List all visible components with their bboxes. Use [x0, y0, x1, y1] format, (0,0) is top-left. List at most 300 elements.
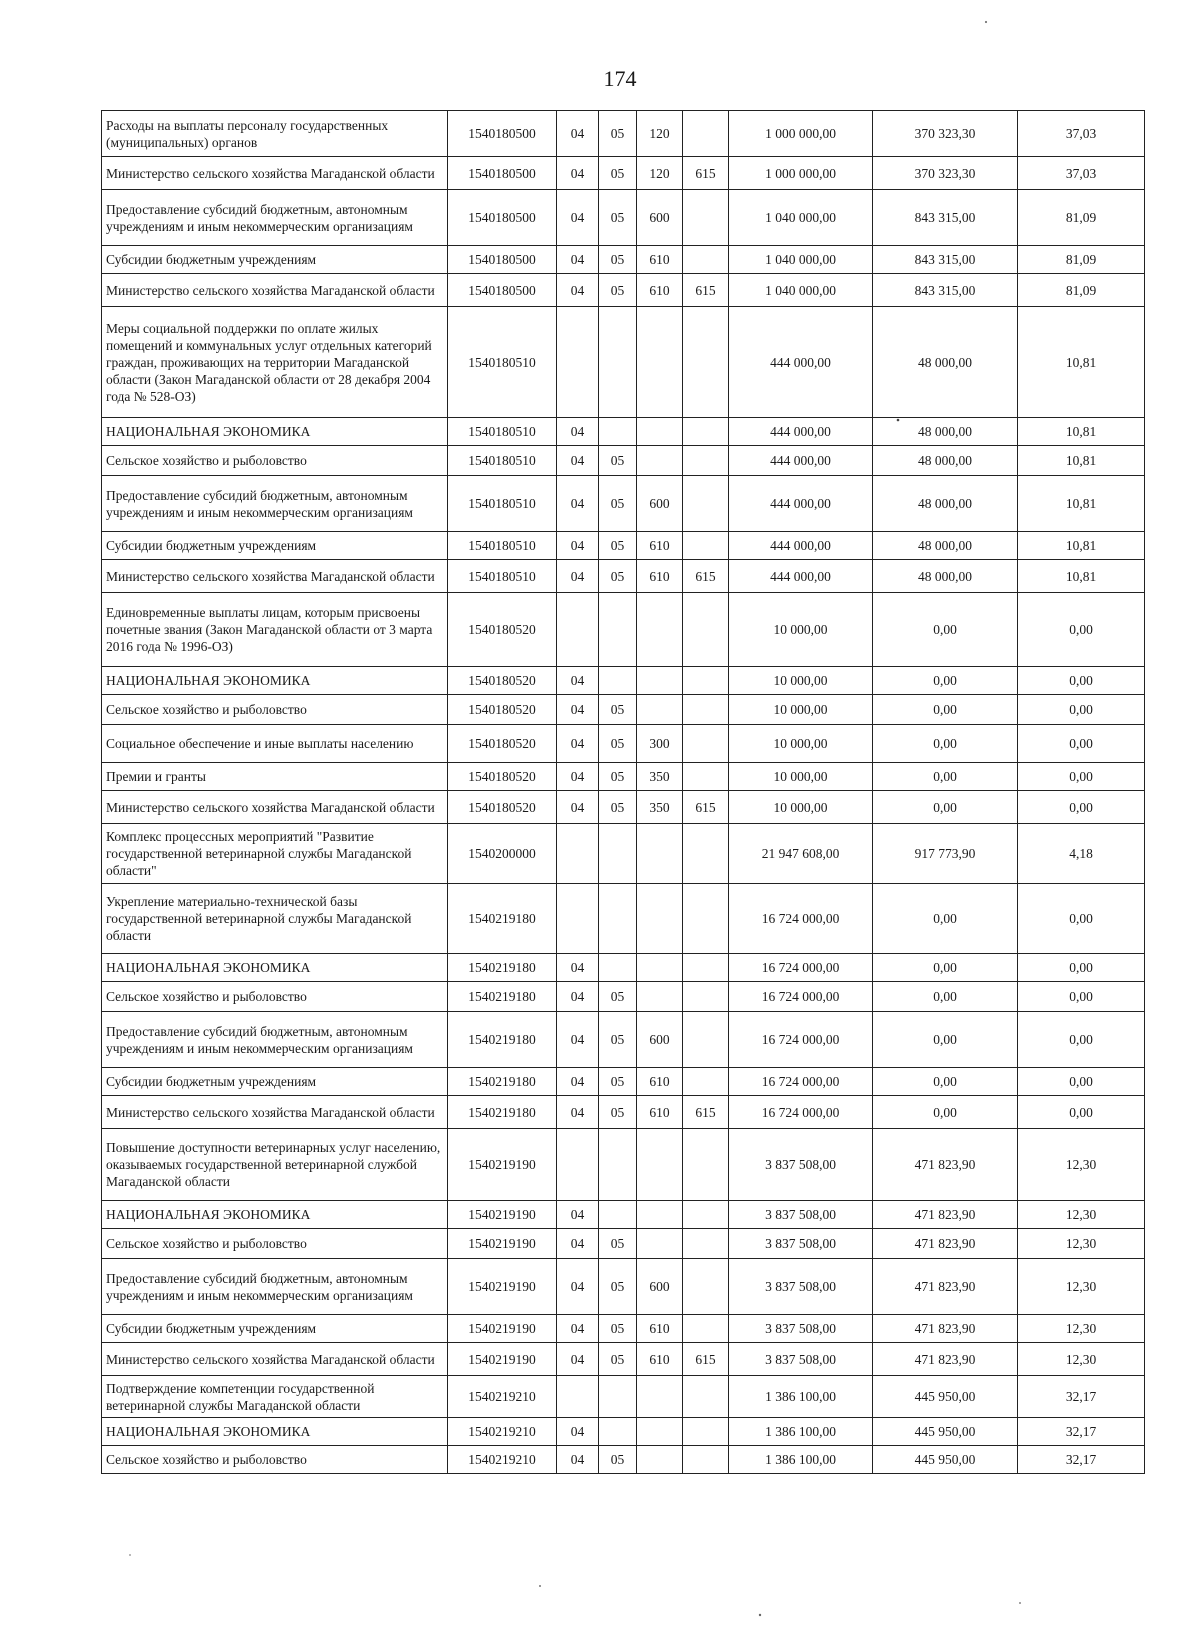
cell-admin-code [683, 307, 729, 418]
cell-section [557, 593, 599, 667]
cell-planned: 3 837 508,00 [729, 1315, 873, 1343]
cell-expense-type: 600 [637, 1012, 683, 1068]
table-row [102, 476, 1145, 532]
cell-name: НАЦИОНАЛЬНАЯ ЭКОНОМИКА [102, 954, 448, 982]
cell-section: 04 [557, 1068, 599, 1096]
cell-name: НАЦИОНАЛЬНАЯ ЭКОНОМИКА [102, 418, 448, 446]
cell-target-code: 1540180500 [448, 274, 557, 307]
cell-section [557, 884, 599, 954]
cell-subsection [599, 418, 637, 446]
cell-name: Расходы на выплаты персоналу государственных (муниципальных) органов [102, 111, 448, 157]
table-row [102, 1343, 1145, 1376]
cell-planned: 3 837 508,00 [729, 1201, 873, 1229]
cell-section: 04 [557, 982, 599, 1012]
cell-target-code: 1540180510 [448, 560, 557, 593]
cell-planned: 1 040 000,00 [729, 274, 873, 307]
cell-percent: 10,81 [1018, 418, 1145, 446]
cell-expense-type [637, 1229, 683, 1259]
cell-target-code: 1540219210 [448, 1418, 557, 1446]
table-row [102, 1068, 1145, 1096]
cell-subsection [599, 824, 637, 884]
cell-target-code: 1540180520 [448, 695, 557, 725]
cell-admin-code [683, 111, 729, 157]
cell-admin-code [683, 695, 729, 725]
cell-subsection: 05 [599, 274, 637, 307]
cell-subsection: 05 [599, 1315, 637, 1343]
table-row [102, 1376, 1145, 1418]
cell-executed: 445 950,00 [873, 1446, 1018, 1474]
cell-section: 04 [557, 274, 599, 307]
cell-target-code: 1540219180 [448, 982, 557, 1012]
cell-planned: 444 000,00 [729, 446, 873, 476]
cell-name: Меры социальной поддержки по оплате жилых помещений и коммунальных услуг отдельных категорий граждан, проживающих на территории Магаданской области (Закон Магаданской области от 28 декабря 2004 года № 528-ОЗ) [102, 307, 448, 418]
cell-name: Предоставление субсидий бюджетным, автономным учреждениям и иным некоммерческим организациям [102, 1012, 448, 1068]
cell-percent: 10,81 [1018, 476, 1145, 532]
table-row [102, 418, 1145, 446]
cell-name: Субсидии бюджетным учреждениям [102, 1315, 448, 1343]
cell-percent: 10,81 [1018, 532, 1145, 560]
cell-name: Министерство сельского хозяйства Магаданской области [102, 1343, 448, 1376]
cell-percent: 81,09 [1018, 246, 1145, 274]
cell-subsection: 05 [599, 1068, 637, 1096]
cell-target-code: 1540219190 [448, 1129, 557, 1201]
cell-name: Сельское хозяйство и рыболовство [102, 982, 448, 1012]
cell-admin-code [683, 1201, 729, 1229]
cell-planned: 21 947 608,00 [729, 824, 873, 884]
cell-subsection: 05 [599, 1012, 637, 1068]
cell-percent: 37,03 [1018, 157, 1145, 190]
cell-section: 04 [557, 1343, 599, 1376]
cell-planned: 1 386 100,00 [729, 1446, 873, 1474]
cell-section [557, 1376, 599, 1418]
cell-target-code: 1540180500 [448, 190, 557, 246]
cell-executed: 843 315,00 [873, 274, 1018, 307]
cell-target-code: 1540180500 [448, 246, 557, 274]
table-row [102, 763, 1145, 791]
cell-name: Министерство сельского хозяйства Магаданской области [102, 1096, 448, 1129]
cell-target-code: 1540180520 [448, 791, 557, 824]
cell-expense-type: 610 [637, 1343, 683, 1376]
cell-name: Субсидии бюджетным учреждениям [102, 532, 448, 560]
table-row [102, 884, 1145, 954]
cell-executed: 843 315,00 [873, 190, 1018, 246]
cell-section [557, 307, 599, 418]
cell-section: 04 [557, 954, 599, 982]
cell-planned: 1 000 000,00 [729, 157, 873, 190]
cell-percent: 12,30 [1018, 1259, 1145, 1315]
cell-percent: 0,00 [1018, 1096, 1145, 1129]
table-row [102, 791, 1145, 824]
cell-expense-type [637, 982, 683, 1012]
cell-planned: 444 000,00 [729, 532, 873, 560]
cell-subsection: 05 [599, 532, 637, 560]
cell-admin-code [683, 982, 729, 1012]
table-row [102, 307, 1145, 418]
cell-expense-type [637, 418, 683, 446]
cell-percent: 0,00 [1018, 695, 1145, 725]
cell-planned: 3 837 508,00 [729, 1129, 873, 1201]
cell-section: 04 [557, 190, 599, 246]
cell-expense-type [637, 1376, 683, 1418]
cell-section: 04 [557, 418, 599, 446]
cell-percent: 0,00 [1018, 1068, 1145, 1096]
cell-subsection [599, 884, 637, 954]
cell-percent: 81,09 [1018, 274, 1145, 307]
cell-target-code: 1540219190 [448, 1343, 557, 1376]
cell-percent: 0,00 [1018, 954, 1145, 982]
cell-planned: 10 000,00 [729, 725, 873, 763]
cell-planned: 1 000 000,00 [729, 111, 873, 157]
cell-expense-type: 350 [637, 791, 683, 824]
cell-section: 04 [557, 476, 599, 532]
cell-admin-code [683, 1418, 729, 1446]
cell-target-code: 1540219180 [448, 1012, 557, 1068]
cell-expense-type [637, 824, 683, 884]
cell-section: 04 [557, 667, 599, 695]
table-row [102, 246, 1145, 274]
cell-admin-code [683, 1012, 729, 1068]
table-row [102, 667, 1145, 695]
cell-target-code: 1540219210 [448, 1446, 557, 1474]
cell-admin-code [683, 446, 729, 476]
cell-executed: 0,00 [873, 725, 1018, 763]
cell-section: 04 [557, 1418, 599, 1446]
cell-planned: 10 000,00 [729, 791, 873, 824]
table-row [102, 982, 1145, 1012]
cell-section: 04 [557, 695, 599, 725]
table-body [102, 111, 1145, 1474]
cell-target-code: 1540219180 [448, 884, 557, 954]
cell-expense-type: 610 [637, 560, 683, 593]
cell-planned: 444 000,00 [729, 560, 873, 593]
cell-admin-code: 615 [683, 1343, 729, 1376]
cell-executed: 48 000,00 [873, 446, 1018, 476]
cell-admin-code [683, 476, 729, 532]
cell-planned: 3 837 508,00 [729, 1229, 873, 1259]
cell-executed: 0,00 [873, 593, 1018, 667]
cell-executed: 917 773,90 [873, 824, 1018, 884]
cell-admin-code: 615 [683, 274, 729, 307]
page-number: 174 [603, 66, 637, 91]
cell-target-code: 1540180520 [448, 725, 557, 763]
cell-admin-code [683, 593, 729, 667]
cell-percent: 12,30 [1018, 1201, 1145, 1229]
cell-executed: 48 000,00 [873, 532, 1018, 560]
cell-expense-type [637, 307, 683, 418]
cell-section: 04 [557, 1096, 599, 1129]
cell-target-code: 1540180520 [448, 593, 557, 667]
cell-expense-type [637, 1446, 683, 1474]
cell-admin-code: 615 [683, 791, 729, 824]
cell-name: Комплекс процессных мероприятий "Развитие государственной ветеринарной службы Магаданской области" [102, 824, 448, 884]
cell-subsection: 05 [599, 246, 637, 274]
cell-planned: 16 724 000,00 [729, 1068, 873, 1096]
cell-planned: 16 724 000,00 [729, 1096, 873, 1129]
cell-name: Министерство сельского хозяйства Магаданской области [102, 791, 448, 824]
cell-planned: 1 040 000,00 [729, 246, 873, 274]
cell-section: 04 [557, 1201, 599, 1229]
cell-percent: 12,30 [1018, 1229, 1145, 1259]
cell-expense-type: 610 [637, 1068, 683, 1096]
cell-subsection: 05 [599, 791, 637, 824]
cell-name: Укрепление материально-технической базы государственной ветеринарной службы Магаданской области [102, 884, 448, 954]
cell-subsection: 05 [599, 111, 637, 157]
cell-percent: 81,09 [1018, 190, 1145, 246]
cell-name: Субсидии бюджетным учреждениям [102, 246, 448, 274]
cell-executed: 843 315,00 [873, 246, 1018, 274]
cell-planned: 444 000,00 [729, 418, 873, 446]
cell-subsection [599, 954, 637, 982]
cell-planned: 16 724 000,00 [729, 982, 873, 1012]
cell-subsection [599, 307, 637, 418]
cell-percent: 0,00 [1018, 763, 1145, 791]
cell-target-code: 1540180510 [448, 418, 557, 446]
cell-planned: 16 724 000,00 [729, 954, 873, 982]
cell-percent: 12,30 [1018, 1343, 1145, 1376]
cell-planned: 10 000,00 [729, 593, 873, 667]
budget-table [101, 110, 1145, 1474]
cell-percent: 10,81 [1018, 446, 1145, 476]
table-row [102, 532, 1145, 560]
cell-admin-code [683, 418, 729, 446]
table-row [102, 111, 1145, 157]
cell-expense-type: 120 [637, 111, 683, 157]
cell-name: Повышение доступности ветеринарных услуг населению, оказываемых государственной ветеринарной службой Магаданской области [102, 1129, 448, 1201]
cell-executed: 0,00 [873, 1012, 1018, 1068]
cell-expense-type: 600 [637, 1259, 683, 1315]
cell-target-code: 1540180510 [448, 446, 557, 476]
cell-planned: 16 724 000,00 [729, 884, 873, 954]
cell-executed: 0,00 [873, 791, 1018, 824]
cell-expense-type [637, 667, 683, 695]
cell-planned: 3 837 508,00 [729, 1259, 873, 1315]
cell-subsection: 05 [599, 560, 637, 593]
cell-expense-type [637, 884, 683, 954]
cell-subsection: 05 [599, 1229, 637, 1259]
cell-planned: 1 386 100,00 [729, 1376, 873, 1418]
cell-expense-type: 610 [637, 1096, 683, 1129]
cell-percent: 0,00 [1018, 725, 1145, 763]
cell-executed: 370 323,30 [873, 157, 1018, 190]
cell-target-code: 1540180500 [448, 111, 557, 157]
cell-executed: 0,00 [873, 982, 1018, 1012]
cell-subsection: 05 [599, 476, 637, 532]
table-row [102, 725, 1145, 763]
cell-section: 04 [557, 725, 599, 763]
cell-percent: 0,00 [1018, 593, 1145, 667]
cell-expense-type: 350 [637, 763, 683, 791]
cell-executed: 0,00 [873, 1068, 1018, 1096]
cell-target-code: 1540219210 [448, 1376, 557, 1418]
cell-section: 04 [557, 246, 599, 274]
cell-expense-type: 600 [637, 476, 683, 532]
cell-executed: 471 823,90 [873, 1201, 1018, 1229]
cell-percent: 0,00 [1018, 1012, 1145, 1068]
cell-executed: 0,00 [873, 954, 1018, 982]
cell-name: Премии и гранты [102, 763, 448, 791]
cell-executed: 48 000,00 [873, 476, 1018, 532]
cell-name: Министерство сельского хозяйства Магаданской области [102, 274, 448, 307]
cell-target-code: 1540219190 [448, 1315, 557, 1343]
cell-name: Сельское хозяйство и рыболовство [102, 1229, 448, 1259]
cell-subsection: 05 [599, 1343, 637, 1376]
cell-target-code: 1540180510 [448, 532, 557, 560]
table-row [102, 593, 1145, 667]
cell-admin-code [683, 1068, 729, 1096]
cell-expense-type [637, 593, 683, 667]
cell-target-code: 1540200000 [448, 824, 557, 884]
table-row [102, 1446, 1145, 1474]
table-row [102, 954, 1145, 982]
cell-subsection [599, 1201, 637, 1229]
cell-admin-code: 615 [683, 1096, 729, 1129]
cell-percent: 37,03 [1018, 111, 1145, 157]
cell-subsection: 05 [599, 1446, 637, 1474]
cell-executed: 445 950,00 [873, 1418, 1018, 1446]
table-row [102, 157, 1145, 190]
cell-subsection: 05 [599, 446, 637, 476]
cell-name: Предоставление субсидий бюджетным, автономным учреждениям и иным некоммерческим организациям [102, 190, 448, 246]
cell-target-code: 1540180510 [448, 476, 557, 532]
cell-planned: 1 386 100,00 [729, 1418, 873, 1446]
cell-admin-code: 615 [683, 560, 729, 593]
cell-expense-type: 610 [637, 532, 683, 560]
table-row [102, 824, 1145, 884]
cell-target-code: 1540219190 [448, 1259, 557, 1315]
cell-name: Сельское хозяйство и рыболовство [102, 695, 448, 725]
table-row [102, 274, 1145, 307]
cell-planned: 1 040 000,00 [729, 190, 873, 246]
cell-admin-code [683, 1315, 729, 1343]
table-row [102, 1096, 1145, 1129]
cell-admin-code [683, 954, 729, 982]
cell-admin-code [683, 246, 729, 274]
cell-target-code: 1540219180 [448, 1068, 557, 1096]
cell-executed: 471 823,90 [873, 1129, 1018, 1201]
cell-section: 04 [557, 532, 599, 560]
cell-target-code: 1540219190 [448, 1229, 557, 1259]
cell-expense-type: 610 [637, 274, 683, 307]
cell-section: 04 [557, 560, 599, 593]
cell-section: 04 [557, 1259, 599, 1315]
table-row [102, 1418, 1145, 1446]
cell-subsection [599, 667, 637, 695]
cell-subsection: 05 [599, 982, 637, 1012]
cell-percent: 4,18 [1018, 824, 1145, 884]
cell-executed: 471 823,90 [873, 1259, 1018, 1315]
cell-planned: 10 000,00 [729, 763, 873, 791]
cell-name: Министерство сельского хозяйства Магаданской области [102, 157, 448, 190]
cell-subsection [599, 1129, 637, 1201]
cell-admin-code [683, 1259, 729, 1315]
cell-admin-code [683, 1229, 729, 1259]
cell-target-code: 1540219180 [448, 1096, 557, 1129]
cell-section: 04 [557, 1446, 599, 1474]
cell-subsection: 05 [599, 763, 637, 791]
cell-percent: 32,17 [1018, 1446, 1145, 1474]
cell-expense-type: 300 [637, 725, 683, 763]
cell-executed: 48 000,00 [873, 307, 1018, 418]
cell-target-code: 1540180520 [448, 763, 557, 791]
cell-expense-type [637, 1201, 683, 1229]
cell-section: 04 [557, 157, 599, 190]
table-row [102, 1012, 1145, 1068]
cell-percent: 0,00 [1018, 884, 1145, 954]
table-row [102, 446, 1145, 476]
cell-admin-code [683, 532, 729, 560]
cell-section: 04 [557, 111, 599, 157]
cell-expense-type [637, 954, 683, 982]
cell-admin-code [683, 1446, 729, 1474]
cell-executed: 0,00 [873, 1096, 1018, 1129]
cell-name: Предоставление субсидий бюджетным, автономным учреждениям и иным некоммерческим организациям [102, 476, 448, 532]
cell-subsection: 05 [599, 157, 637, 190]
cell-executed: 445 950,00 [873, 1376, 1018, 1418]
table-row [102, 695, 1145, 725]
cell-expense-type: 610 [637, 246, 683, 274]
cell-expense-type [637, 1418, 683, 1446]
cell-section [557, 1129, 599, 1201]
cell-planned: 3 837 508,00 [729, 1343, 873, 1376]
cell-subsection: 05 [599, 1096, 637, 1129]
cell-section: 04 [557, 1315, 599, 1343]
cell-planned: 16 724 000,00 [729, 1012, 873, 1068]
cell-target-code: 1540180510 [448, 307, 557, 418]
cell-target-code: 1540180500 [448, 157, 557, 190]
cell-subsection [599, 593, 637, 667]
cell-admin-code [683, 824, 729, 884]
cell-expense-type [637, 1129, 683, 1201]
cell-section: 04 [557, 791, 599, 824]
cell-name: Единовременные выплаты лицам, которым присвоены почетные звания (Закон Магаданской области от 3 марта 2016 года № 1996-ОЗ) [102, 593, 448, 667]
cell-subsection: 05 [599, 695, 637, 725]
cell-executed: 370 323,30 [873, 111, 1018, 157]
cell-admin-code [683, 725, 729, 763]
cell-target-code: 1540219180 [448, 954, 557, 982]
cell-executed: 0,00 [873, 884, 1018, 954]
cell-section [557, 824, 599, 884]
cell-percent: 0,00 [1018, 791, 1145, 824]
cell-admin-code [683, 1129, 729, 1201]
cell-subsection: 05 [599, 1259, 637, 1315]
cell-subsection [599, 1376, 637, 1418]
cell-expense-type: 120 [637, 157, 683, 190]
cell-admin-code [683, 667, 729, 695]
cell-name: Социальное обеспечение и иные выплаты населению [102, 725, 448, 763]
cell-subsection [599, 1418, 637, 1446]
cell-subsection: 05 [599, 190, 637, 246]
cell-admin-code [683, 884, 729, 954]
cell-percent: 10,81 [1018, 560, 1145, 593]
table-row [102, 1229, 1145, 1259]
cell-section: 04 [557, 763, 599, 791]
cell-subsection: 05 [599, 725, 637, 763]
cell-planned: 444 000,00 [729, 307, 873, 418]
table-row [102, 1315, 1145, 1343]
table-row [102, 1259, 1145, 1315]
cell-admin-code [683, 1376, 729, 1418]
cell-target-code: 1540180520 [448, 667, 557, 695]
cell-name: Субсидии бюджетным учреждениям [102, 1068, 448, 1096]
cell-expense-type: 610 [637, 1315, 683, 1343]
cell-planned: 10 000,00 [729, 695, 873, 725]
cell-section: 04 [557, 1229, 599, 1259]
cell-executed: 471 823,90 [873, 1343, 1018, 1376]
cell-percent: 10,81 [1018, 307, 1145, 418]
cell-name: Подтверждение компетенции государственной ветеринарной службы Магаданской области [102, 1376, 448, 1418]
cell-name: НАЦИОНАЛЬНАЯ ЭКОНОМИКА [102, 1418, 448, 1446]
cell-percent: 12,30 [1018, 1129, 1145, 1201]
